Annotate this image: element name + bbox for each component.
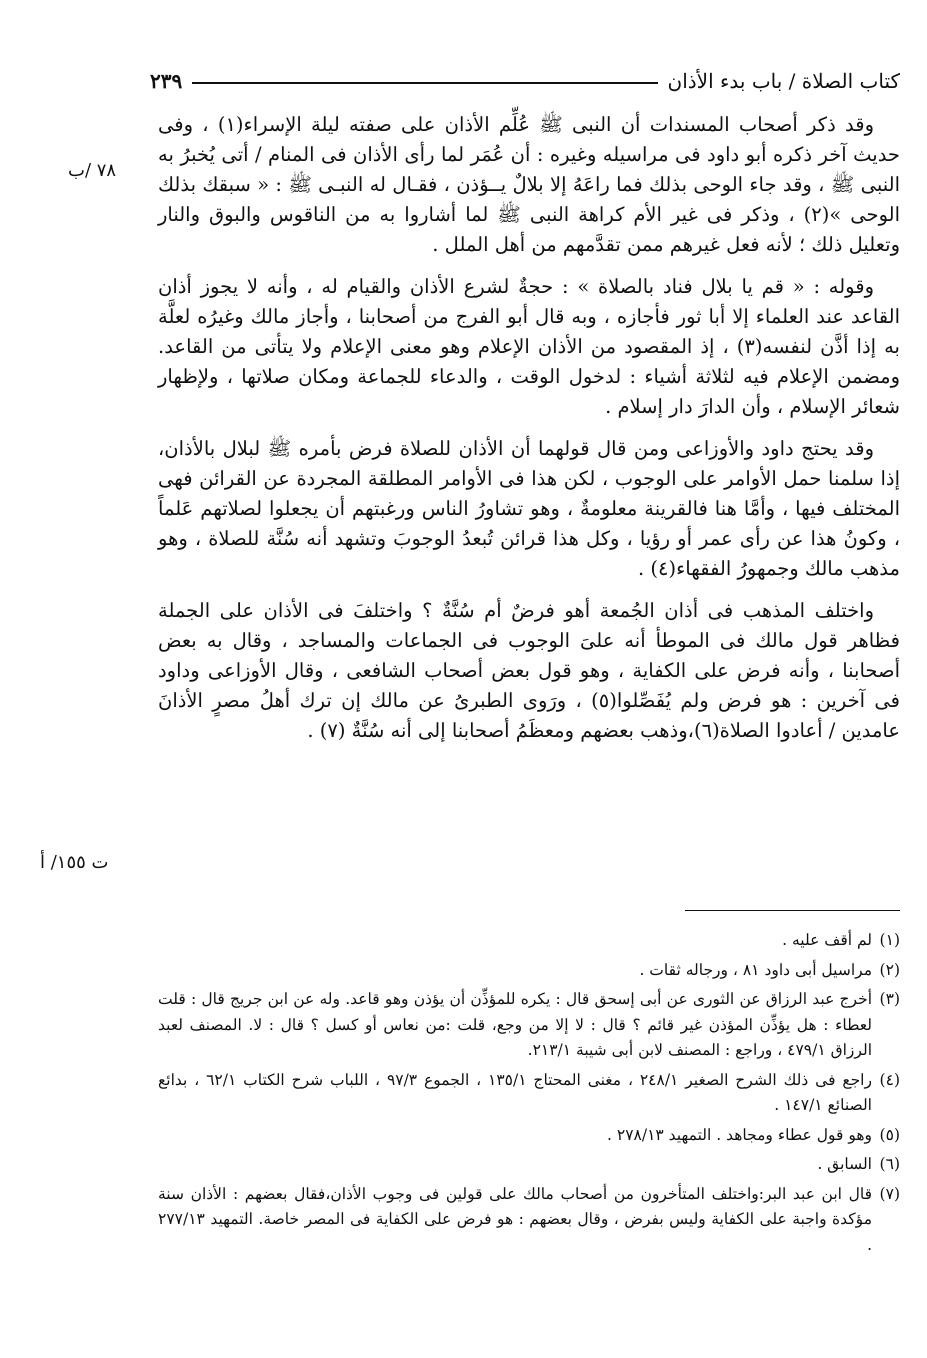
footnote-number: (٥)	[879, 1125, 900, 1144]
page-number: ٢٣٩	[150, 69, 183, 93]
margin-note-folio: ت ١٥٥/ أ	[40, 852, 109, 873]
footnote-number: (٤)	[879, 1070, 900, 1089]
footnote	[158, 1152, 900, 1178]
footnote-separator	[685, 910, 900, 911]
paragraph: وقد يحتج داود والأوزاعى ومن قال قولهما أن الأذان للصلاة فرض بأمره ﷺ لبلال بالأذان، إذا سلمنا حمل الأوامر على الوجوب ، لكن هذا فى الأوامر المطلقة المجردة عن القرائن فهى المختلف فيها ، وأمَّا هنا فالقرينة معلومةٌ ، وهو تشاورُ الناس ورغبتهم أن يجعلوا لصلاتهم عَلماً ، وكونُ هذا عن رأى عمر أو رؤيا ، وكل هذا قرائن تُبعدُ الوجوبَ وتشهد أنه سُنَّة للصلاة ، وهو مذهب مالك وجمهورُ الفقهاء(٤) .	[158, 437, 900, 580]
paragraph: واختلف المذهب فى أذان الجُمعة أهو فرضٌ أم سُنَّةٌ ؟ واختلفَ فى الأذان على الجملة فظاهر قول مالك فى الموطأ أنه علىَ الوجوب فى الجماعات والمساجد ، وقال به بعض أصحابنا ، وأنه فرض على الكفاية ، وهو قول بعض أصحاب الشافعى ، وقال الأوزاعى وداود فى آخرين : هو فرض ولم يُفَصِّلوا(٥) ، ورَوى الطبرىُ عن مالك إن ترك أهلُ مصرٍ الأذانَ عامدين / أعادوا الصلاة(٦)،وذهب بعضهم ومعظَمُ أصحابنا إلى أنه سُنَّةٌ (٧) .	[158, 599, 900, 742]
running-header	[150, 64, 900, 98]
chapter-title: كتاب الصلاة / باب بدء الأذان	[667, 69, 900, 93]
paragraph: وقوله : « قم يا بلال فناد بالصلاة » : حجةٌ لشرع الأذان والقيام له ، وأنه لا يجوز أذان القاعد عند العلماء إلا أبا ثور فأجازه ، وبه قال أبو الفرج من أصحابنا ، وأجاز مالك وغيرُه لعلَّة به إذا أذَّن لنفسه(٣) ، إذ المقصود من الأذان الإعلام وهو معنى الإعلام ولا يتأتى من القاعد. ومضمن الإعلام فيه لثلاثة أشياء : لدخول الوقت ، والدعاء للجماعة ومكان صلاتها ، ولإظهار شعائر الإسلام ، وأن الدارَ دار إسلام .	[158, 275, 900, 418]
footnote-text: لم أقف عليه .	[782, 931, 872, 949]
footnote	[158, 958, 900, 984]
footnote-number: (٢)	[879, 960, 900, 979]
main-text	[158, 110, 900, 758]
footnote-text: وهو قول عطاء ومجاهد . التمهيد ٢٧٨/١٣ .	[607, 1125, 872, 1144]
footnote-number: (٦)	[879, 1155, 900, 1173]
footnote-text: أخرج عبد الرزاق عن الثورى عن أبى إسحق قال : يكره للمؤذِّن أن يؤذن وهو قاعد. وله عن ابن جريج قال : قلت لعطاء : هل يؤذِّن المؤذن غير قائم ؟ قال : لا إلا من وجع، قلت :من نعاس أو كسل ؟ قال : لا. المصنف لعبد الرزاق ٤٧٩/١ ، وراجع : المصنف لابن أبى شيبة ٢١٣/١.	[158, 990, 872, 1059]
footnote-text: راجع فى ذلك الشرح الصغير ٢٤٨/١ ، مغنى المحتاج ١٣٥/١ ، الجموع ٩٧/٣ ، اللباب شرح الكتاب ٦٢/١ ، بدائع الصنائع ١٤٧/١ .	[158, 1070, 872, 1114]
footnote-number: (١)	[879, 931, 900, 949]
footnote	[158, 1123, 900, 1149]
footnotes	[158, 928, 900, 1262]
footnote-number: (٣)	[879, 990, 900, 1008]
footnote-text: قال ابن عبد البر:واختلف المتأخرون من أصحاب مالك على قولين فى وجوب الأذان،فقال بعضهم : الأذان سنة مؤكدة واجبة على الكفاية وليس بفرض ، وقال بعضهم : هو فرض على الكفاية فى المصر خاصة. التمهيد ٢٧٧/١٣ .	[158, 1184, 872, 1254]
footnote	[158, 928, 900, 954]
footnote	[158, 1182, 900, 1259]
footnote-number: (٧)	[879, 1184, 900, 1203]
paragraph: وقد ذكر أصحاب المسندات أن النبى ﷺ عُلِّم الأذان على صفته ليلة الإسراء(١) ، وفى حديث آخر ذكره أبو داود فى مراسيله وغيره : أن عُمَر لما رأى الأذان فى المنام / أتى يُخبرُ به النبى ﷺ ، وقد جاء الوحى بذلك فما راعَهُ إلا بلالٌ يــؤذن ، فقـال له النبـى ﷺ : « سبقك بذلك الوحى »(٢) ، وذكر فى غير الأم كراهة النبى ﷺ لما أشاروا به من الناقوس والبوق والنار وتعليل ذلك ؛ لأنه فعل غيرهم ممن تقدَّمهم من أهل الملل .	[158, 113, 900, 256]
footnote	[158, 987, 900, 1064]
header-rule	[192, 82, 657, 84]
footnote-text: مراسيل أبى داود ٨١ ، ورجاله ثقات .	[639, 960, 872, 979]
footnote-text: السابق .	[817, 1155, 872, 1173]
footnote	[158, 1068, 900, 1119]
margin-note-folio: ٧٨ /ب	[68, 160, 117, 181]
